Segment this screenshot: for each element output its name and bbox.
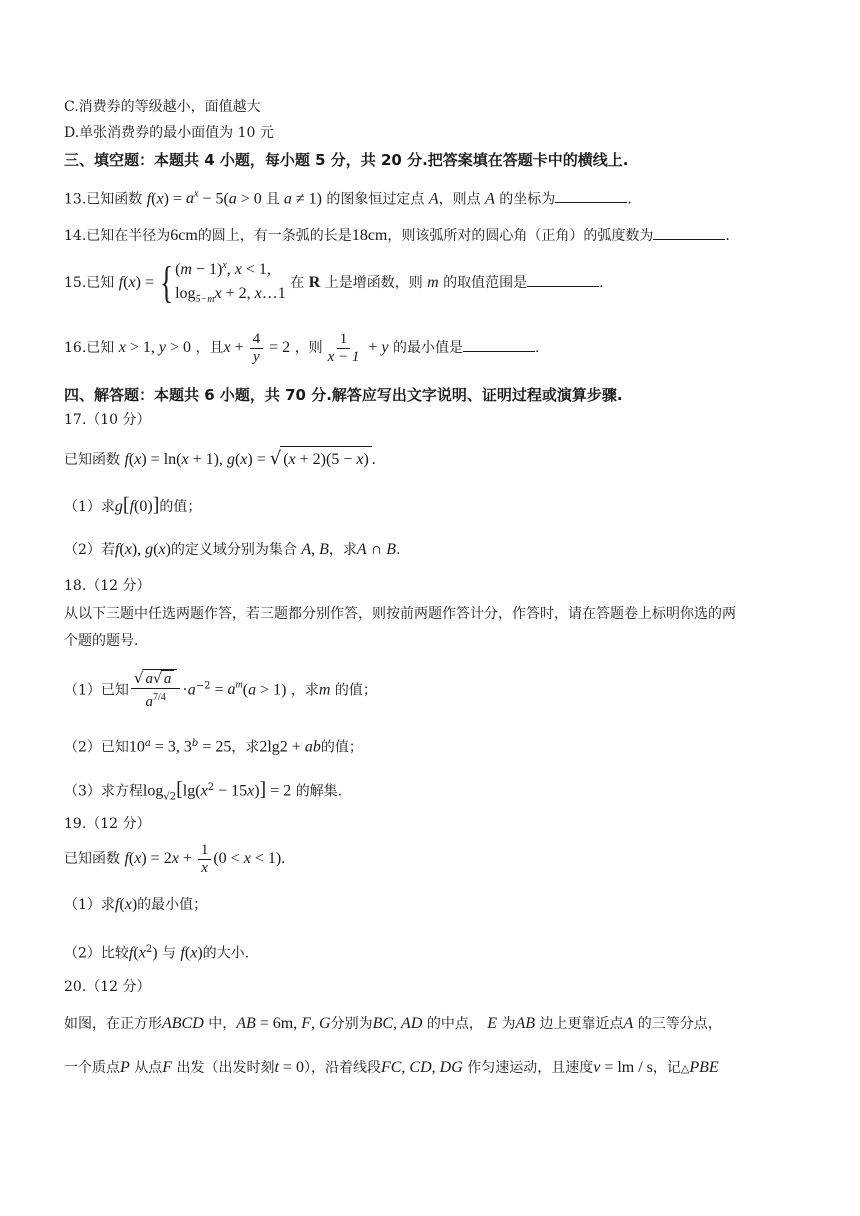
option-d: D.单张消费券的最小面值为 10 元 xyxy=(64,125,274,141)
question-18-part-3: （3）求方程$\log_{√2}[\lg(x^2 - 15x)] = 2$ 的解集. xyxy=(64,778,343,803)
question-19-header: 19.（12 分） xyxy=(64,816,151,832)
question-19-stem: 已知函数 f(x) = 2x + $\frac{1}{x}$ (0 < x < 1). xyxy=(64,841,286,876)
question-14: 14.已知在半径为6cm的圆上，有一条弧的长是18cm，则该弧所对的圆心角（正角）的弧度数为 . xyxy=(64,227,730,244)
question-16: 16.已知 x > 1, y > 0 ，且x + $\frac{4}{y}$ = 2 ，则 $\frac{1}{x - 1}$ + y 的最小值是 . xyxy=(64,330,540,365)
question-17-part-2: （2）若f(x), g(x)的定义域分别为集合 A, B，求A ∩ B. xyxy=(64,541,401,558)
question-18-part-2: （2）已知$10^a = 3$, $3^b = 25$，求2lg2 + ab的值； xyxy=(64,738,363,756)
piecewise-definition: $(m - 1)^x$, x < 1, $\log_{5-m}x + 2$, x…1 xyxy=(175,260,286,305)
answer-blank-13[interactable] xyxy=(555,188,627,203)
question-18-part-1: （1）已知 $\frac{√ a√ a}{a^{7/4}}$ $\cdot a^{-2} = a^m(a > 1)$ ，求m 的值； xyxy=(64,669,377,711)
option-c: C.消费券的等级越小，面值越大 xyxy=(64,99,261,115)
question-19-part-2: （2）比较$f(x^2)$ 与 f(x)的大小. xyxy=(64,944,250,962)
answer-blank-14[interactable] xyxy=(653,225,725,240)
question-20-header: 20.（12 分） xyxy=(64,979,151,995)
question-15: 15.已知 f(x) = { $(m - 1)^x$, x < 1, $\log_{5-m}x + 2$, x…1 在 R 上是增函数，则 m 的取值范围是 . xyxy=(64,254,604,306)
question-20-line-1: 如图，在正方形ABCD 中，AB = 6m, F, G分别为BC, AD 的中点， E 为AB 边上更靠近点A 的三等分点， xyxy=(64,1015,722,1032)
section-4-title: 四、解答题：本题共 6 小题，共 70 分.解答应写出文字说明、证明过程或演算步骤. xyxy=(64,386,623,404)
question-18-intro-line-2: 个题的题号. xyxy=(64,633,139,649)
question-17-part-1: （1）求g[f(0)]的值； xyxy=(64,494,202,516)
question-13: 13.已知函数 $f(x) = a^x - 5(a > 0$ 且 a ≠ 1) 的图象恒过定点 A，则点 A 的坐标为 . xyxy=(64,189,632,208)
question-17-stem: 已知函数 f(x) = ln(x + 1), g(x) = √ (x + 2)(5 − x) . xyxy=(64,446,376,473)
question-18-intro-line-1: 从以下三题中任选两题作答，若三题都分别作答，则按前两题作答计分，作答时，请在答题卷上标明你选的两 xyxy=(64,606,736,622)
question-20-line-2: 一个质点P 从点F 出发（出发时刻t = 0），沿着线段FC, CD, DG 作匀速运动，且速度v = lm / s，记△PBE xyxy=(64,1059,719,1076)
answer-blank-16[interactable] xyxy=(463,337,535,352)
answer-blank-15[interactable] xyxy=(527,272,599,287)
section-3-title: 三、填空题：本题共 4 小题，每小题 5 分，共 20 分.把答案填在答题卡中的横线上. xyxy=(64,151,629,169)
question-18-header: 18.（12 分） xyxy=(64,578,151,594)
question-19-part-1: （1）求f(x)的最小值； xyxy=(64,896,208,913)
question-17-header: 17.（10 分） xyxy=(64,412,151,428)
